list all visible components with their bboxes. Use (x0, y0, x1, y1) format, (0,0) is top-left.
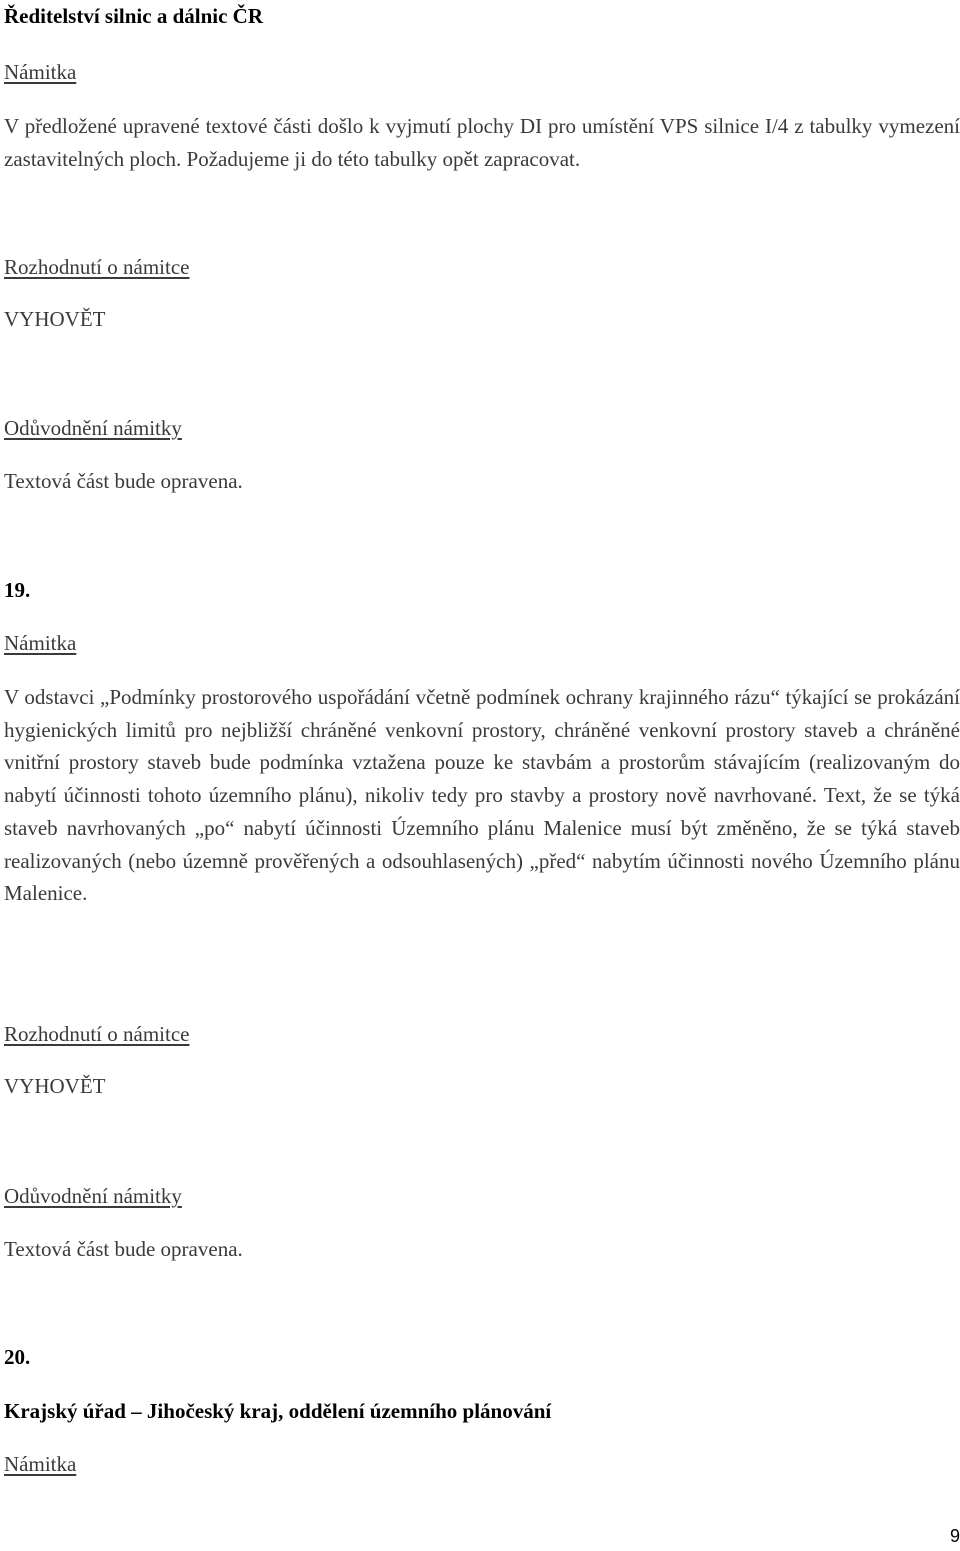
objection-label: Námitka (4, 1452, 77, 1476)
item-number: 19. (4, 578, 31, 602)
reason-text: Textová část bude opravena. (4, 469, 243, 493)
organization-heading: Ředitelství silnic a dálnic ČR (4, 4, 264, 28)
objection-text: V předložené upravené textové části došlo k vyjmutí plochy DI pro umístění VPS silnice I/4 z tabulky vymezení zastavitelných ploch. Požadujeme ji do této tabulky opět zapracovat. (4, 114, 960, 171)
decision-value: VYHOVĚT (4, 307, 106, 331)
reason-label: Odůvodnění námitky (4, 416, 182, 440)
decision-label: Rozhodnutí o námitce (4, 255, 190, 279)
decision-label: Rozhodnutí o námitce (4, 1022, 190, 1046)
objection-label: Námitka (4, 631, 77, 655)
objection-label: Námitka (4, 60, 77, 84)
item-number: 20. (4, 1345, 31, 1369)
reason-text: Textová část bude opravena. (4, 1237, 243, 1261)
reason-label: Odůvodnění námitky (4, 1184, 182, 1208)
organization-heading: Krajský úřad – Jihočeský kraj, oddělení územního plánování (4, 1399, 552, 1423)
page-number: 9 (949, 1526, 960, 1546)
objection-text: V odstavci „Podmínky prostorového uspořádání včetně podmínek ochrany krajinného rázu“ týkající se prokázání hygienických limitů pro nejbližší chráněné venkovní prostory, chráněné venkovní prostory staveb a chráněné vnitřní prostory staveb bude podmínka vztažena pouze ke stavbám a prostorům stávajícím (realizovaným do nabytí účinnosti tohoto územního plánu), nikoliv tedy pro stavby a prostory nově navrhované. Text, že se týká staveb navrhovaných „po“ nabytí účinnosti Územního plánu Malenice musí být změněno, že se týká staveb realizovaných (nebo územně prověřených a odsouhlasených) „před“ nabytím účinnosti nového Územního plánu Malenice. (4, 685, 960, 906)
decision-value: VYHOVĚT (4, 1074, 106, 1098)
